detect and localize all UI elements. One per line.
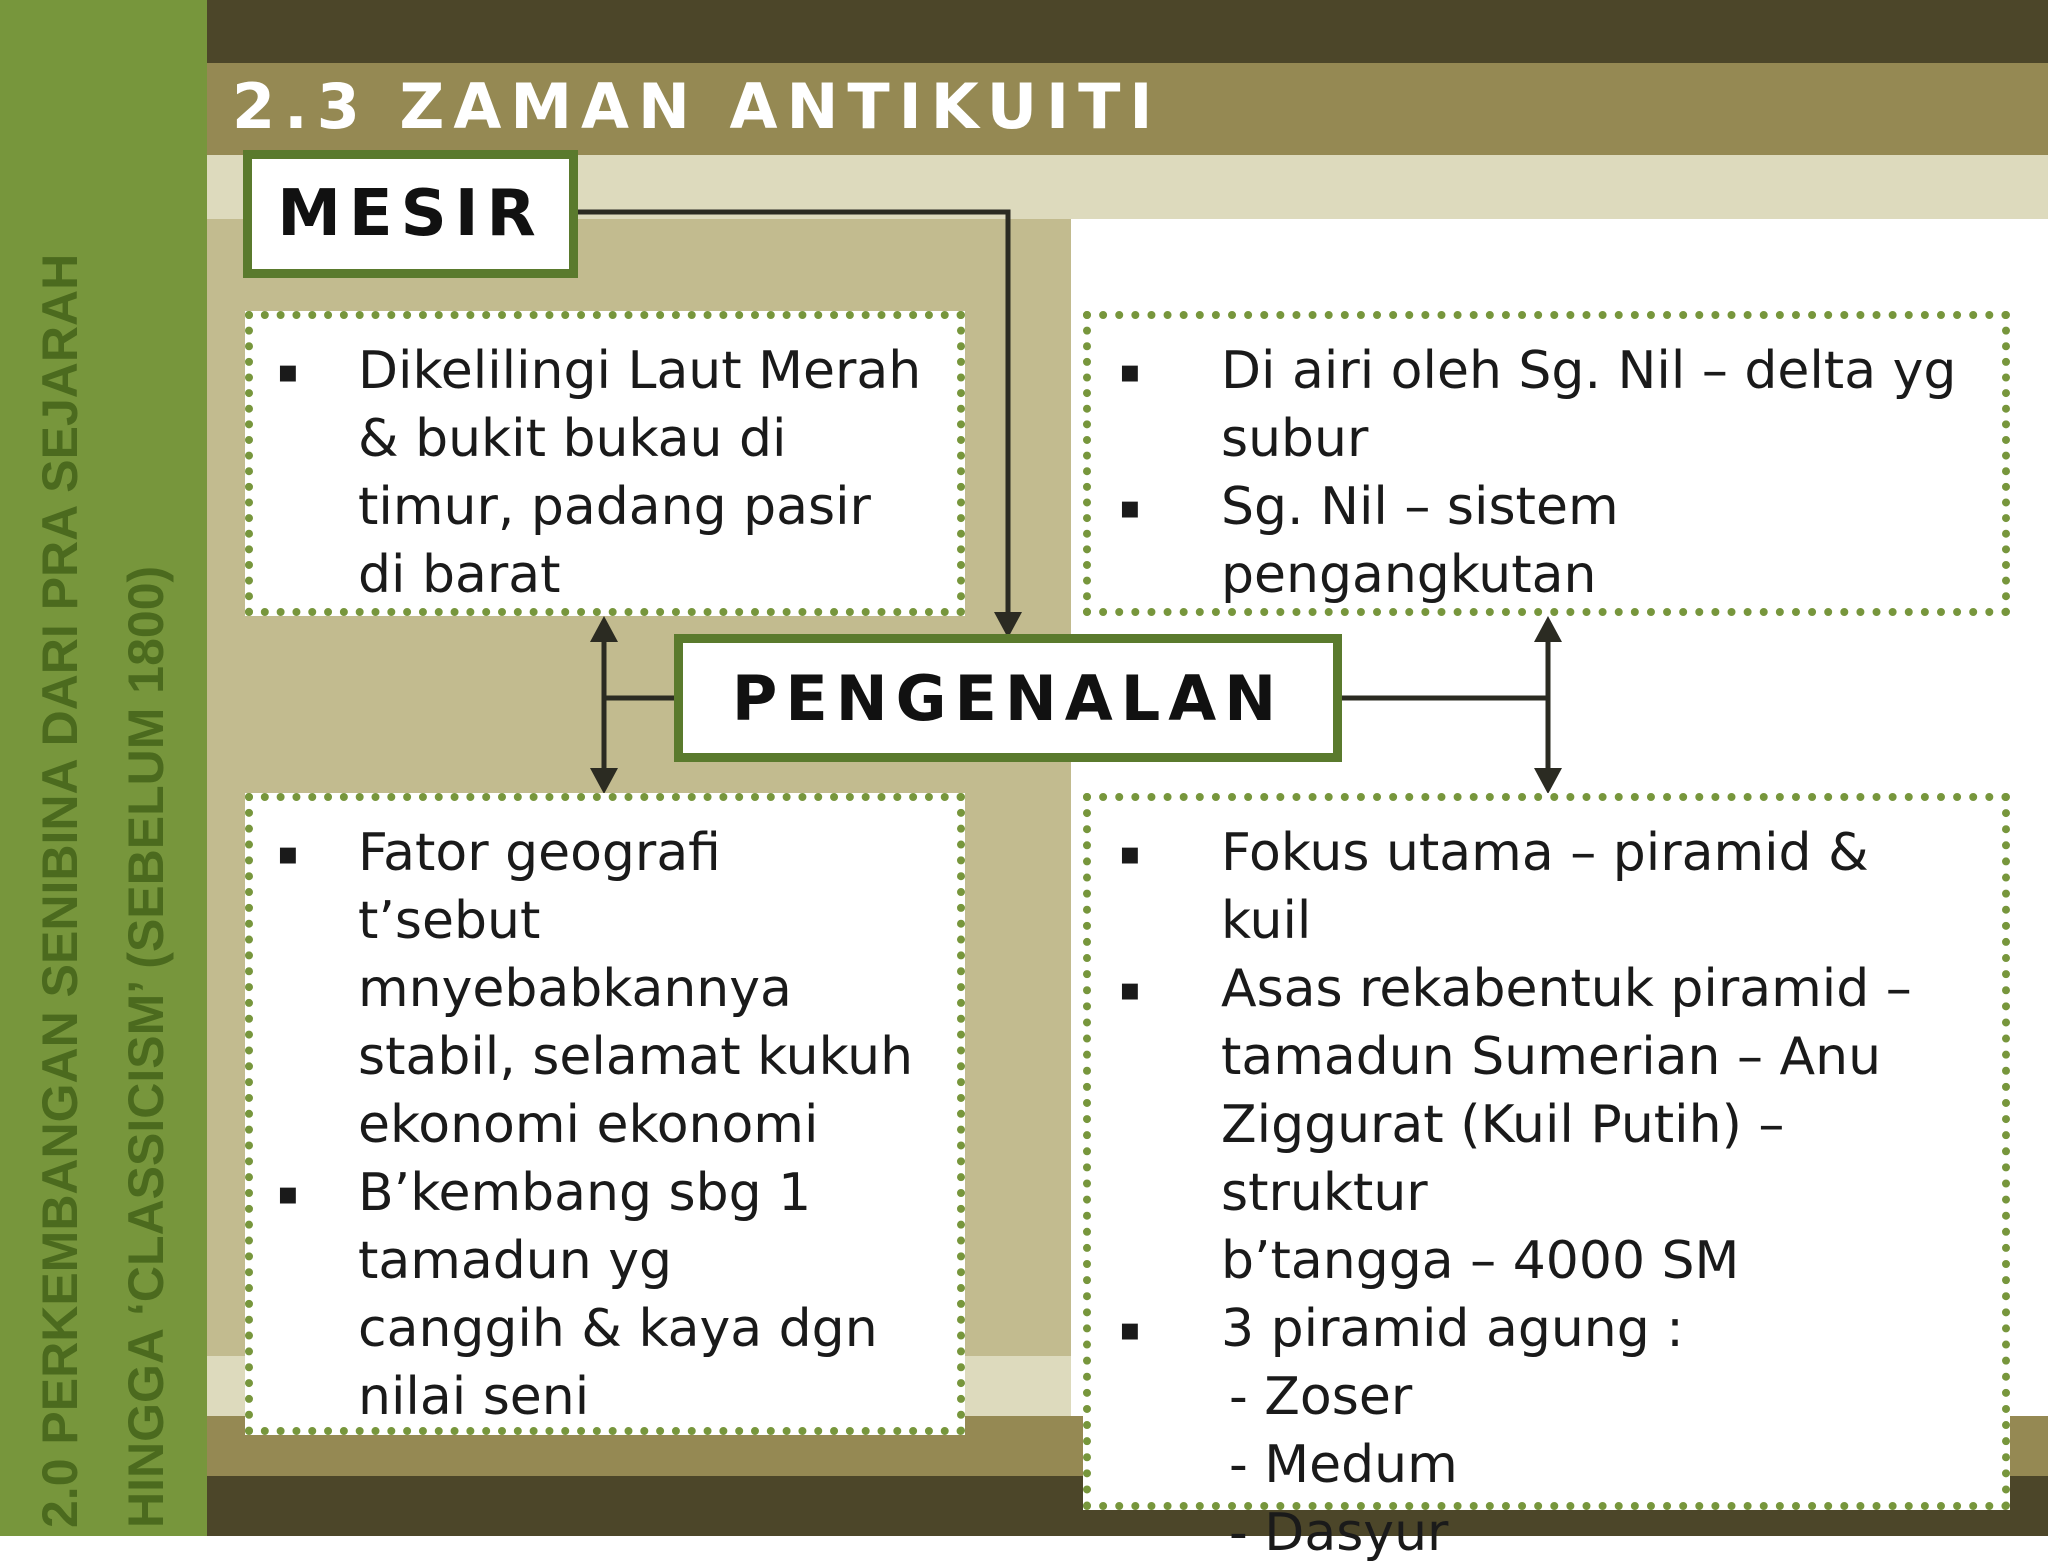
list-item [1091, 337, 1980, 473]
bullet-icon: ▪ [1119, 488, 1141, 526]
list-item [253, 819, 935, 1159]
list-item [253, 337, 935, 609]
text-line: Fokus utama – piramid & [1221, 823, 1869, 883]
bullet-icon: ▪ [277, 352, 299, 390]
bullet-icon: ▪ [277, 1174, 299, 1212]
text-line: mnyebabkannya [358, 959, 792, 1019]
text-line: ekonomi ekonomi [358, 1095, 819, 1155]
bullet-icon: ▪ [277, 834, 299, 872]
sidebar-heading-line2: HINGGA ‘CLASSICISM’ (SEBELUM 1800) [118, 565, 174, 1528]
geographic-factors-box [245, 793, 965, 1435]
text-line: tamadun Sumerian – Anu [1221, 1027, 1882, 1087]
text-line: Ziggurat (Kuil Putih) – struktur [1221, 1095, 1785, 1223]
bullet-icon: ▪ [1119, 970, 1141, 1008]
text-line: Di airi oleh Sg. Nil – delta yg [1221, 341, 1957, 401]
text-line: Fator geografi [358, 823, 721, 883]
list-item [253, 1159, 935, 1431]
text-line: subur [1221, 409, 1369, 469]
geography-east-west-box [245, 311, 965, 616]
nile-river-box [1083, 311, 2010, 616]
pyramid-sub-item: - Dasyur [1229, 1503, 1449, 1563]
list-item [1091, 1295, 1980, 1363]
text-line: t’sebut [358, 891, 541, 951]
bullet-icon: ▪ [1119, 834, 1141, 872]
text-line: 3 piramid agung : [1221, 1299, 1684, 1359]
list-item [1091, 819, 1980, 955]
text-line: Asas rekabentuk piramid – [1221, 959, 1912, 1019]
sidebar-heading-line1: 2.0 PERKEMBANGAN SENIBINA DARI PRA SEJARAH [32, 253, 88, 1528]
text-line: pengangkutan [1221, 545, 1597, 605]
text-line: kuil [1221, 891, 1312, 951]
slide-title: 2.3 ZAMAN ANTIKUITI [232, 70, 1162, 143]
text-line: tamadun yg [358, 1231, 673, 1291]
mesir-box: MESIR [243, 150, 578, 278]
text-line: timur, padang pasir [358, 477, 871, 537]
text-line: Sg. Nil – sistem [1221, 477, 1619, 537]
pyramid-sub-item: - Medum [1229, 1435, 1458, 1495]
bullet-icon: ▪ [1119, 352, 1141, 390]
text-line: & bukit bukau di [358, 409, 787, 469]
bullet-icon: ▪ [1119, 1310, 1141, 1348]
pengenalan-box: PENGENALAN [674, 634, 1342, 762]
text-line: nilai seni [358, 1367, 590, 1427]
text-line: B’kembang sbg 1 [358, 1163, 812, 1223]
text-line: b’tangga – 4000 SM [1221, 1231, 1740, 1291]
text-line: Dikelilingi Laut Merah [358, 341, 922, 401]
text-line: canggih & kaya dgn [358, 1299, 878, 1359]
list-item [1091, 473, 1980, 609]
pyramid-focus-box [1083, 793, 2010, 1563]
text-line: stabil, selamat kukuh [358, 1027, 914, 1087]
pyramid-sub-item: - Zoser [1229, 1367, 1413, 1427]
list-item [1091, 955, 1980, 1295]
text-line: di barat [358, 545, 561, 605]
